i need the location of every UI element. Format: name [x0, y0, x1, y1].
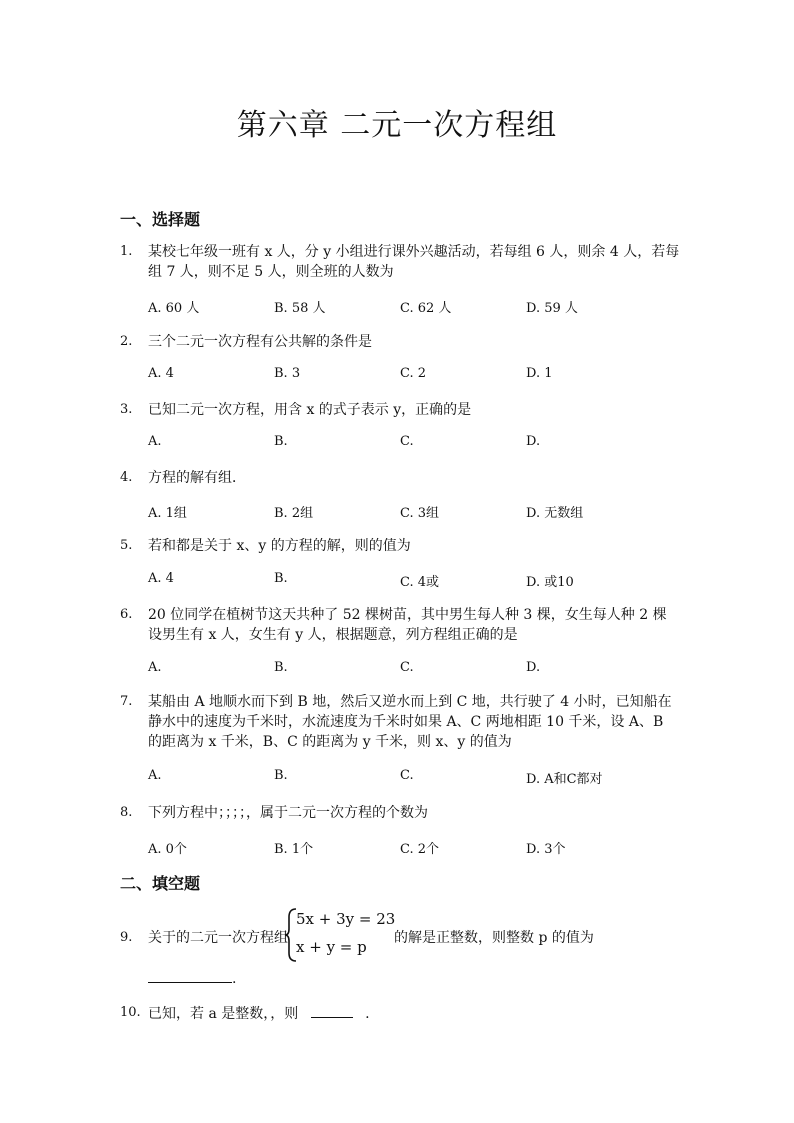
question-text-after: 的解是正整数，则整数 p 的值为: [394, 930, 594, 946]
question-text: 已知，若 a 是整数，，则: [148, 1006, 299, 1022]
question-3: [120, 400, 680, 420]
question-4-options: [148, 502, 668, 522]
option-a[interactable]: A. 60 人: [148, 301, 200, 316]
question-9-tail: [394, 928, 694, 948]
question-5-options: [148, 571, 668, 591]
option-d[interactable]: D.: [526, 660, 541, 675]
option-b[interactable]: B. 58 人: [274, 301, 326, 316]
question-2-options: [148, 366, 668, 386]
option-c[interactable]: C. 2: [400, 366, 427, 381]
question-9-answer: [148, 968, 348, 989]
question-4: [120, 468, 680, 488]
question-2: [120, 332, 680, 352]
question-text: 三个二元一次方程有公共解的条件是: [148, 334, 372, 350]
option-d[interactable]: D. 1: [526, 366, 553, 381]
question-text: 已知二元一次方程，用含 x 的式子表示 y，正确的是: [148, 402, 472, 418]
period: .: [365, 1006, 370, 1022]
question-number: 6.: [120, 607, 133, 622]
answer-blank[interactable]: [148, 968, 232, 983]
question-number: 5.: [120, 538, 133, 553]
option-d[interactable]: D. 59 人: [526, 301, 578, 316]
option-d[interactable]: D. 或10: [526, 575, 574, 590]
question-number: 9.: [120, 930, 133, 945]
question-1: [120, 242, 680, 282]
question-number: 1.: [120, 244, 133, 259]
question-text-before: 关于的二元一次方程组: [148, 930, 288, 946]
option-b[interactable]: B. 3: [274, 366, 301, 381]
question-number: 10.: [120, 1005, 141, 1020]
question-number: 8.: [120, 805, 133, 820]
section-heading-choice: 一、选择题: [120, 210, 201, 229]
question-6-options: [148, 660, 668, 680]
option-b[interactable]: B. 1个: [274, 842, 314, 857]
option-a[interactable]: A.: [148, 434, 162, 449]
period: .: [232, 971, 237, 987]
option-c[interactable]: C. 62 人: [400, 301, 452, 316]
equation-2: x + y = p: [296, 938, 367, 956]
question-7-options: [148, 768, 668, 788]
option-b[interactable]: B.: [274, 434, 288, 449]
question-number: 7.: [120, 694, 133, 709]
option-c[interactable]: C. 2个: [400, 842, 440, 857]
answer-blank[interactable]: [311, 1003, 353, 1018]
question-number: 2.: [120, 334, 133, 349]
option-b[interactable]: B.: [274, 768, 288, 783]
question-6: [120, 605, 680, 645]
question-text: 20 位同学在植树节这天共种了 52 棵树苗，其中男生每人种 3 棵，女生每人种 2 棵设男生有 x 人，女生有 y 人，根据题意，列方程组正确的是: [148, 607, 667, 643]
option-b[interactable]: B. 2组: [274, 506, 314, 521]
question-8-options: [148, 838, 668, 858]
option-c[interactable]: C.: [400, 660, 414, 675]
option-a[interactable]: A. 4: [148, 571, 174, 586]
option-c[interactable]: C. 3组: [400, 506, 440, 521]
question-text: 若和都是关于 x、y 的方程的解，则的值为: [148, 538, 411, 554]
question-number: 3.: [120, 402, 133, 417]
option-a[interactable]: A. 1组: [148, 506, 187, 521]
equation-1: 5x + 3y = 23: [296, 910, 396, 928]
option-b[interactable]: B.: [274, 571, 288, 586]
page-title: 第六章 二元一次方程组: [236, 108, 558, 143]
question-8: [120, 803, 680, 823]
option-c[interactable]: C.: [400, 768, 414, 783]
question-1-options: [148, 297, 668, 317]
question-5: [120, 536, 680, 556]
question-text: 方程的解有组．: [148, 470, 246, 486]
question-text: 下列方程中；；；；，属于二元一次方程的个数为: [148, 805, 428, 821]
option-b[interactable]: B.: [274, 660, 288, 675]
option-a[interactable]: A.: [148, 768, 162, 783]
question-text: 某船由 A 地顺水而下到 B 地，然后又逆水而上到 C 地，共行驶了 4 小时，已知船在静水中的速度为千米时，水流速度为千米时如果 A、C 两地相距 10 千米，设 A、B 的距离为 x 千米，B、C 的距离为 y 千米，则 x、y 的值为: [148, 694, 672, 750]
option-d[interactable]: D. 3个: [526, 842, 566, 857]
question-7: [120, 692, 680, 752]
equation-system: [284, 907, 396, 963]
option-d[interactable]: D.: [526, 434, 541, 449]
option-a[interactable]: A. 4: [148, 366, 174, 381]
section-heading-fill-blank: 二、填空题: [120, 874, 201, 893]
option-a[interactable]: A.: [148, 660, 162, 675]
question-10: [120, 1003, 680, 1024]
option-d[interactable]: D. 无数组: [526, 506, 584, 521]
option-a[interactable]: A. 0个: [148, 842, 187, 857]
question-text: 某校七年级一班有 x 人，分 y 小组进行课外兴趣活动，若每组 6 人，则余 4 人，若每组 7 人，则不足 5 人，则全班的人数为: [148, 244, 680, 280]
option-c[interactable]: C.: [400, 434, 414, 449]
option-d[interactable]: D. A和C都对: [526, 772, 603, 787]
question-number: 4.: [120, 470, 133, 485]
option-c[interactable]: C. 4或: [400, 575, 440, 590]
question-3-options: [148, 434, 668, 454]
